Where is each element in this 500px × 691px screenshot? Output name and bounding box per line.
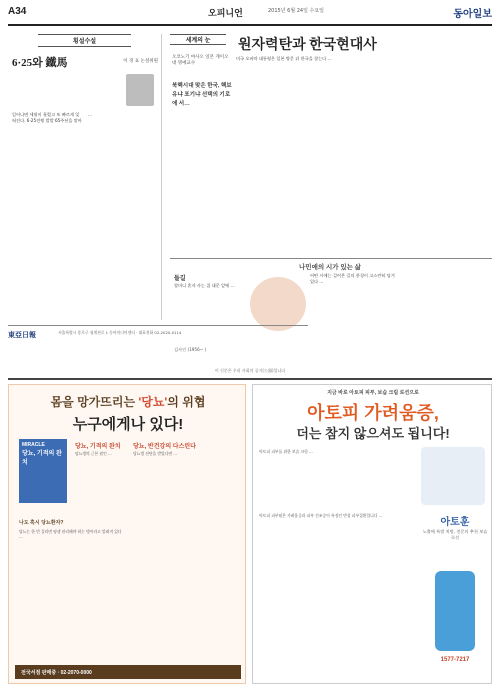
book1-text: 당뇨병의 근본 원인 … <box>75 451 112 456</box>
atopy-lotion-ad[interactable] <box>252 384 492 684</box>
book2-title: 당뇨, 반건강의 다스린다 <box>133 444 196 450</box>
ad-headline-2: 더는 참지 않으셔도 됩니다! <box>296 426 450 441</box>
book1-title: 당뇨, 기적의 완치 <box>75 444 121 450</box>
lotion-bottle-image <box>435 571 475 651</box>
book-cover[interactable]: MIRACLE 당뇨, 기적의 완치 <box>19 439 67 503</box>
poem-illustration <box>250 277 306 331</box>
publisher-box <box>8 325 308 365</box>
poem-title[interactable]: 들길 <box>174 276 186 282</box>
ad-subhead: 나도 혹시 당뇨환자? <box>19 520 64 526</box>
column-kicker: 횡설수설 <box>38 34 131 47</box>
column-byline: 이 경 표 논설위원 <box>123 59 158 64</box>
poem-essay: 어떤 시에는 걸어온 길의 풍경이 고스란히 담겨 있다 ... <box>310 273 395 285</box>
ad-headline-1: 아토피 가려움증, <box>307 403 439 423</box>
ad-footer: 전국서점 판매중 · 02-2070-0000 <box>15 665 241 679</box>
issue-date: 2015년 6월 24일 수요일 <box>268 8 325 14</box>
order-phone[interactable]: 1577-7217 <box>440 657 470 663</box>
newspaper-logo[interactable]: 동아일보 <box>453 9 492 20</box>
footer-line: 이 신문은 우리 사회의 공기(公器)입니다 <box>214 368 286 373</box>
publisher-logo: 東亞日報 <box>8 332 36 339</box>
diabetes-book-ad[interactable] <box>8 384 246 684</box>
column-body: 일어나면 세월이 흘렀고 또 빠르게 잊혀진다. 6·25전쟁 발발 65주년을 맞아 ... <box>12 112 92 124</box>
ad-longcopy: 당뇨는 한 번 걸리면 평생 관리해야 하는 병이라고 알려져 있다 … <box>19 529 122 540</box>
section-name: 오피니언 <box>208 8 243 18</box>
page-number: A34 <box>8 6 27 17</box>
ad-headline-2: 누구에게나 있다! <box>72 416 184 433</box>
world-kicker: 세계의 눈 <box>170 34 226 45</box>
book2-text: 당뇨병 진단을 받았다면 … <box>133 451 178 456</box>
world-pullquote: 북핵시대 맞은 한국, 핵보유냐 포기냐 선택의 기로에 서… <box>172 83 232 107</box>
world-headline[interactable]: 원자력탄과 한국현대사 <box>238 38 377 53</box>
poem-verse: 할머니 혼자 사는 집 대문 앞에 … <box>174 283 235 288</box>
product-brand: 아토훈 <box>440 517 470 528</box>
ad-longcopy: 아토피 피부염은 가려움증과 피부 건조증이 특징인 만성 피부질환입니다 … <box>259 513 383 518</box>
column-headline[interactable]: 6·25와 鐵馬 <box>12 57 68 69</box>
poem-author: 김사인 (1956~ ) <box>174 347 207 352</box>
publisher-info: 서울특별시 종로구 청계천로 1 동아미디어센터 · 대표전화 02-2020-0114 <box>58 330 182 335</box>
opinion-column <box>8 34 162 320</box>
ad-product-text: 아토피 피부를 위한 보습 크림 … <box>259 449 313 454</box>
ad-divider <box>8 378 492 380</box>
author-photo <box>126 74 154 106</box>
masthead <box>8 4 492 26</box>
world-body: 미국 오바마 대통령은 일본 방문 뒤 한국을 찾는다 ... <box>236 56 332 61</box>
world-column <box>170 34 492 254</box>
world-byline: 오코노기 마사오 일본 게이오대 명예교수 <box>172 55 229 66</box>
ad-headline-1: 몸을 망가뜨리는 '당뇨'의 위협 <box>50 395 206 409</box>
product-tagline: 노출에 특별 처방, 전문의 추천 보습 로션 <box>422 529 488 540</box>
poem-kicker: 나민애의 시가 있는 삶 <box>299 264 361 271</box>
product-image <box>421 447 485 505</box>
ad-kicker: 지금 바로 아토피 피부, 보습 크림 로션으로 <box>327 390 419 396</box>
